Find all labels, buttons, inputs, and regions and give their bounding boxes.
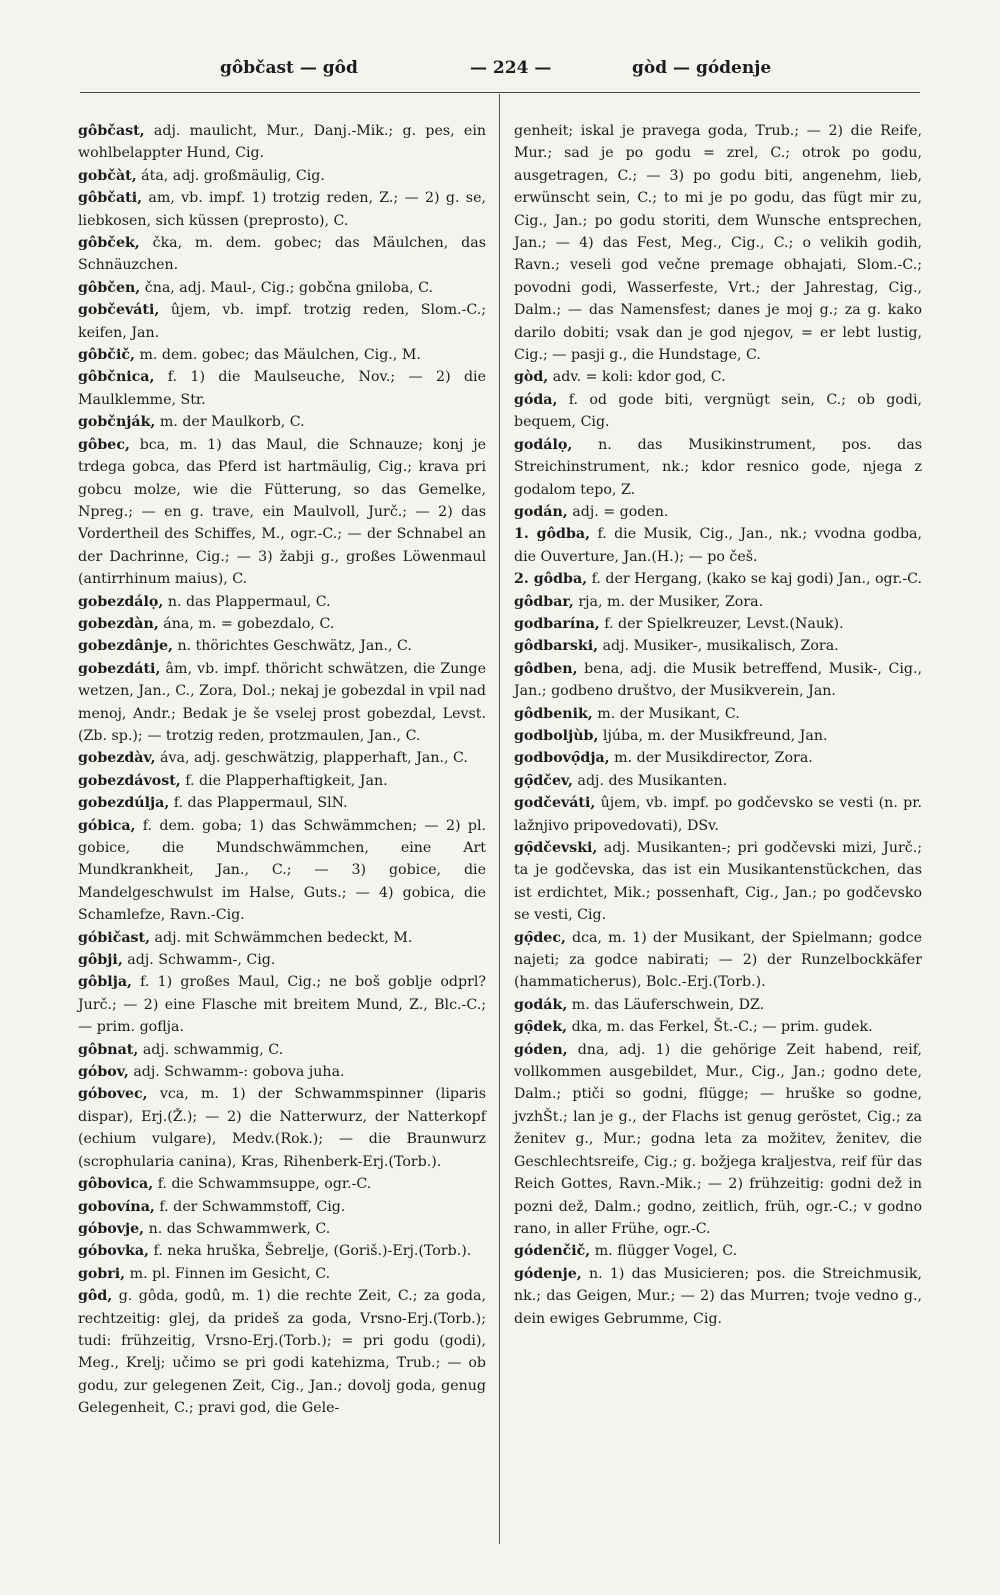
- entry-headword: góbovec,: [78, 1086, 148, 1103]
- entry-definition: n. das Musikinstrument, pos. das Streichinstrument, nk.; kdor resnico gode, njega z godalom tepo, Z.: [514, 436, 922, 498]
- dictionary-entry: [514, 613, 922, 635]
- entry-definition: f. die Plapperhaftigkeit, Jan.: [185, 772, 388, 789]
- dictionary-entry: [514, 994, 922, 1016]
- dictionary-entry: [78, 187, 486, 232]
- entry-definition: m. der Musikant, C.: [597, 705, 740, 722]
- dictionary-entry: [514, 927, 922, 994]
- entry-definition: f. dem. goba; 1) das Schwämmchen; — 2) pl. gobice, die Mundschwämmchen, eine Art Mundkrankheit, Jan., C.; — 3) gobice, die Mandelgeschwulst im Halse, Guts.; — 4) gobica, die Schamlefze, Ravn.-Cig.: [78, 817, 486, 924]
- header-rule: [80, 92, 920, 93]
- entry-definition: n. thörichtes Geschwätz, Jan., C.: [177, 638, 412, 655]
- entry-definition: n. 1) das Musicieren; pos. die Streichmusik, nk.; das Geigen, Mur.; — 2) das Murren; tvoje vedno g., dein ewiges Gebrumme, Cig.: [514, 1265, 922, 1327]
- dictionary-entry: [78, 411, 486, 433]
- entry-headword: gódenčič,: [514, 1243, 591, 1260]
- entry-definition: m. der Maulkorb, C.: [159, 414, 305, 431]
- entry-definition: f. das Plappermaul, SlN.: [173, 795, 348, 812]
- entry-definition: f. der Hergang, (kako se kaj godi) Jan., ogr.-C.: [591, 571, 922, 588]
- entry-headword: godálọ,: [514, 436, 573, 453]
- entry-headword: gobezdávost,: [78, 772, 181, 789]
- entry-headword: gôbec,: [78, 436, 130, 453]
- entry-headword: gobezdânje,: [78, 638, 173, 655]
- entry-headword: góbovka,: [78, 1243, 149, 1260]
- entry-definition: m. pl. Finnen im Gesicht, C.: [129, 1265, 331, 1282]
- dictionary-entry: [78, 1173, 486, 1195]
- entry-headword: godán,: [514, 503, 568, 520]
- entry-headword: gôbčnica,: [78, 369, 155, 386]
- dictionary-entry: [514, 725, 922, 747]
- entry-definition: adj. = goden.: [572, 503, 669, 520]
- entry-headword: 1. gôdba,: [514, 526, 591, 543]
- entry-headword: gôbček,: [78, 235, 140, 252]
- entry-definition: bena, adj. die Musik betreffend, Musik-, Cig., Jan.; godbeno društvo, der Musikverein, Jan.: [514, 660, 922, 700]
- entry-headword: gôbčast,: [78, 123, 145, 139]
- dictionary-entry: [514, 120, 922, 366]
- entry-definition: áva, adj. geschwätzig, plapperhaft, Jan., C.: [160, 750, 468, 767]
- dictionary-entry: [514, 389, 922, 434]
- entry-definition: m. dem. gobec; das Mäulchen, Cig., M.: [139, 347, 421, 364]
- entry-definition: f. der Schwammstoff, Cig.: [159, 1198, 346, 1215]
- entry-headword: gobezdàv,: [78, 750, 156, 767]
- entry-headword: góbov,: [78, 1064, 129, 1081]
- entry-headword: gôbji,: [78, 952, 123, 969]
- dictionary-entry: [514, 792, 922, 837]
- dictionary-entry: [514, 1240, 922, 1262]
- dictionary-entry: [514, 635, 922, 657]
- entry-headword: gôblja,: [78, 974, 132, 991]
- dictionary-entry: [514, 658, 922, 703]
- entry-headword: gobri,: [78, 1265, 126, 1282]
- entry-definition: f. neka hruška, Šebrelje, (Goriš.)-Erj.(Torb.).: [153, 1243, 472, 1260]
- entry-headword: gôdbar,: [514, 593, 574, 610]
- entry-headword: godák,: [514, 996, 568, 1013]
- right-column: [514, 120, 922, 1330]
- entry-definition: g. gôda, godû, m. 1) die rechte Zeit, C.; za goda, rechtzeitig: glej, da prideš za goda, Vrsno-Erj.(Torb.); tudi: frühzeitig, Vrsno-Erj.(Torb.); = pri godu (godi), Meg., Krelj; učimo se pri godi katehizma, Trub.; — ob godu, zur gelegenen Zeit, Cig., Jan.; dovolj goda, genug Gelegenheit, C.; pravi god, die Gele-: [78, 1288, 486, 1417]
- entry-definition: adj. des Musikanten.: [577, 772, 728, 789]
- header-left-guide-words: gôbčast — gôd: [220, 58, 358, 78]
- entry-definition: f. die Musik, Cig., Jan., nk.; vvodna godba, die Ouverture, Jan.(H.); — po češ.: [514, 526, 922, 565]
- entry-definition: adj. Musiker-, musikalisch, Zora.: [602, 638, 839, 655]
- dictionary-entry: [78, 1061, 486, 1083]
- dictionary-entry: [78, 232, 486, 277]
- dictionary-entry: [78, 770, 486, 792]
- page-header: [0, 58, 1000, 88]
- page-number: — 224 —: [470, 58, 552, 78]
- dictionary-entry: [78, 949, 486, 971]
- dictionary-entry: [78, 927, 486, 949]
- entry-headword: gôbovica,: [78, 1176, 154, 1193]
- dictionary-entry: [78, 747, 486, 769]
- dictionary-entry: [78, 366, 486, 411]
- entry-headword: gôbnat,: [78, 1041, 139, 1058]
- header-right-guide-words: gòd — gódenje: [632, 58, 772, 78]
- dictionary-entry: [78, 434, 486, 591]
- dictionary-entry: [78, 971, 486, 1038]
- entry-definition: čna, adj. Maul-, Cig.; gobčna gniloba, C.: [144, 279, 434, 296]
- entry-headword: gobovína,: [78, 1198, 155, 1215]
- dictionary-entry: [78, 344, 486, 366]
- entry-headword: gobčnják,: [78, 414, 156, 431]
- entry-definition: rja, m. der Musiker, Zora.: [578, 593, 764, 610]
- entry-definition: adj. maulicht, Mur., Danj.-Mik.; g. pes, ein wohlbelappter Hund, Cig.: [78, 123, 486, 162]
- dictionary-entry: [78, 792, 486, 814]
- dictionary-entry: [78, 613, 486, 635]
- entry-headword: gôbčen,: [78, 279, 141, 296]
- entry-headword: góbica,: [78, 817, 136, 834]
- dictionary-entry: [78, 1083, 486, 1173]
- entry-headword: gọ̑dec,: [514, 929, 566, 946]
- entry-definition: ûjem, vb. impf. trotzig reden, Slom.-C.; keifen, Jan.: [78, 302, 486, 341]
- entry-definition: vca, m. 1) der Schwammspinner (liparis dispar), Erj.(Ž.); — 2) die Natterwurz, der Natterkopf (echium vulgare), Medv.(Rok.); — die Braunwurz (scrophularia canina), Kras, Rihenberk-Erj.(Torb.).: [78, 1086, 486, 1170]
- entry-headword: góda,: [514, 391, 558, 408]
- dictionary-entry: [514, 501, 922, 523]
- left-column: [78, 120, 486, 1420]
- dictionary-entry: [514, 366, 922, 388]
- entry-definition: adj. Schwamm-: gobova juha.: [133, 1064, 345, 1081]
- entry-definition: ûjem, vb. impf. po godčevsko se vesti (n. pr. lažnjivo pripovedovati), DSv.: [514, 795, 922, 834]
- dictionary-entry: [514, 523, 922, 568]
- entry-definition: ána, m. = gobezdalo, C.: [163, 615, 335, 632]
- entry-headword: godčeváti,: [514, 795, 596, 812]
- entry-definition: f. od gode biti, vergnügt sein, C.; ob godi, bequem, Cig.: [514, 391, 923, 431]
- entry-headword: gobčeváti,: [78, 302, 160, 319]
- entry-headword: gôdbenik,: [514, 705, 593, 722]
- dictionary-entry: [78, 1263, 486, 1285]
- entry-definition: adj. Schwamm-, Cig.: [127, 952, 276, 969]
- entry-headword: góden,: [514, 1041, 568, 1058]
- entry-headword: gòd,: [514, 369, 549, 386]
- dictionary-entry: [514, 703, 922, 725]
- entry-headword: gôd,: [78, 1288, 113, 1305]
- entry-headword: góbičast,: [78, 929, 151, 946]
- dictionary-entry: [78, 1285, 486, 1419]
- entry-definition: adj. Musikanten-; pri godčevski mizi, Jurč.; ta je godčevska, das ist ein Musikantenstückchen, das ist erdichtet, Mik.; possenhaft, Cig., Jan.; po godčevsko se vesti, Cig.: [514, 840, 923, 924]
- entry-headword: gôdben,: [514, 660, 578, 677]
- entry-definition: áta, adj. großmäulig, Cig.: [141, 167, 325, 184]
- dictionary-entry: [514, 434, 922, 501]
- dictionary-entry: [514, 568, 922, 590]
- entry-headword: gôdbarski,: [514, 638, 599, 655]
- entry-headword: 2. gôdba,: [514, 571, 588, 588]
- entry-definition: adv. = koli: kdor god, C.: [552, 369, 726, 386]
- dictionary-entry: [78, 1240, 486, 1262]
- entry-definition: dna, adj. 1) die gehörige Zeit habend, reif, vollkommen ausgebildet, Mur., Cig., Jan.; godno dete, Dalm.; ptiči so godni, flügge; — hruške so godne, jvzhŠt.; lan je g., der Flachs ist genug geröstet, Cig.; za ženitev g., Mur.; godna leta za možitev, ženitev, die Geschlechtsreife, Cig.; g. božjega kraljestva, reif für das Reich Gottes, Ravn.-Mik.; — 2) frühzeitig: godni dež in pozni dež, Dalm.; godno, zeitlich, früh, ogr.-C.; v godno rano, in aller Frühe, ogr.-C.: [514, 1041, 922, 1237]
- column-divider: [499, 94, 500, 1544]
- entry-headword: gobezdúlja,: [78, 795, 170, 812]
- entry-definition: f. 1) großes Maul, Cig.; ne boš goblje odprl? Jurč.; — 2) eine Flasche mit breitem Mund, Z., Blc.-C.; — prim. goflja.: [78, 974, 486, 1036]
- entry-definition: f. die Schwammsuppe, ogr.-C.: [157, 1176, 372, 1193]
- entry-headword: gọ̑dčev,: [514, 772, 573, 789]
- entry-definition: čka, m. dem. gobec; das Mäulchen, das Schnäuzchen.: [78, 235, 486, 274]
- entry-headword: godbovọ̑dja,: [514, 750, 610, 767]
- entry-definition: m. das Läuferschwein, DZ.: [571, 996, 765, 1013]
- dictionary-entry: [78, 165, 486, 187]
- entry-headword: godboljùb,: [514, 727, 599, 744]
- entry-definition: adj. schwammig, C.: [142, 1041, 284, 1058]
- entry-headword: gôbčati,: [78, 190, 143, 207]
- dictionary-entry: [514, 1263, 922, 1330]
- entry-headword: gôbčič,: [78, 347, 135, 364]
- dictionary-entry: [514, 770, 922, 792]
- dictionary-entry: [78, 120, 486, 165]
- entry-definition: ljúba, m. der Musikfreund, Jan.: [602, 727, 828, 744]
- entry-headword: gobezdálọ,: [78, 593, 164, 610]
- entry-definition: dca, m. 1) der Musikant, der Spielmann; godce najeti; za godce nabirati; — 2) der Runzelbockkäfer (hammaticherus), Bolc.-Erj.(Torb.).: [514, 929, 922, 991]
- entry-headword: gobčàt,: [78, 167, 137, 184]
- entry-definition: bca, m. 1) das Maul, die Schnauze; konj je trdega gobca, das Pferd ist hartmäulig, Cig.; krava pri gobcu molze, wie die Fütterung, so das Gemelke, Npreg.; — en g. trave, ein Maulvoll, Jurč.; — 2) das Vordertheil des Schiffes, M., ogr.-C.; — der Schnabel an der Dachrinne, Cig.; — 3) žabji g., großes Löwenmaul (antirrhinum maius), C.: [78, 436, 486, 588]
- dictionary-entry: [78, 815, 486, 927]
- entry-headword: gọ̑dek,: [514, 1019, 568, 1036]
- entry-definition: âm, vb. impf. thöricht schwätzen, die Zunge wetzen, Jan., C., Zora, Dol.; nekaj je gobezdal in vpil nad menoj, Andr.; Bedak je še vselej prost gobezdal, Levst.(Zb. sp.); — trotzig reden, protzmaulen, Jan., C.: [78, 660, 486, 744]
- entry-definition: f. 1) die Maulseuche, Nov.; — 2) die Maulklemme, Str.: [78, 369, 486, 408]
- dictionary-entry: [514, 747, 922, 769]
- entry-definition: m. der Musikdirector, Zora.: [614, 750, 813, 767]
- entry-headword: góbovje,: [78, 1220, 145, 1237]
- entry-definition: n. das Schwammwerk, C.: [148, 1220, 331, 1237]
- entry-definition: dka, m. das Ferkel, Št.-C.; — prim. gudek.: [571, 1019, 873, 1036]
- dictionary-entry: [78, 1196, 486, 1218]
- entry-definition: genheit; iskal je pravega goda, Trub.; — 2) die Reife, Mur.; sad je po godu = zrel, C.; otrok po godu, ausgetragen, C.; — 3) po godu biti, angenehm, lieb, erwünscht sein, C.; to mi je po godu, das fügt mir zu, Cig., Jan.; po godu storiti, dem Wunsche entsprechen, Jan.; — 4) das Fest, Meg., Cig., C.; o velikih godih, Ravn.; veseli god večne premage obhajati, Slom.-C.; povodni godi, Wasserfeste, Vrt.; der Jahrestag, Cig., Dalm.; — das Namensfest; danes je moj g.; za g. kako darilo dobiti; vsak dan je god njegov, = er lebt lustig, Cig.; — pasji g., die Hundstage, C.: [514, 123, 922, 364]
- dictionary-entry: [514, 1016, 922, 1038]
- dictionary-entry: [514, 591, 922, 613]
- dictionary-entry: [78, 658, 486, 748]
- entry-definition: adj. mit Schwämmchen bedeckt, M.: [154, 929, 413, 946]
- entry-headword: godbarína,: [514, 615, 600, 632]
- dictionary-entry: [78, 635, 486, 657]
- dictionary-entry: [514, 1039, 922, 1241]
- dictionary-entry: [78, 1218, 486, 1240]
- entry-headword: gódenje,: [514, 1265, 582, 1282]
- entry-definition: n. das Plappermaul, C.: [167, 593, 331, 610]
- dictionary-entry: [78, 591, 486, 613]
- dictionary-entry: [514, 837, 922, 927]
- entry-headword: gobezdàn,: [78, 615, 159, 632]
- entry-definition: f. der Spielkreuzer, Levst.(Nauk).: [604, 615, 844, 632]
- dictionary-entry: [78, 277, 486, 299]
- entry-definition: am, vb. impf. 1) trotzig reden, Z.; — 2) g. se, liebkosen, sich küssen (preprosto), C.: [78, 190, 486, 229]
- dictionary-entry: [78, 1039, 486, 1061]
- entry-headword: gobezdáti,: [78, 660, 161, 677]
- entry-definition: m. flügger Vogel, C.: [594, 1243, 738, 1260]
- dictionary-entry: [78, 299, 486, 344]
- entry-headword: gọ̑dčevski,: [514, 840, 598, 856]
